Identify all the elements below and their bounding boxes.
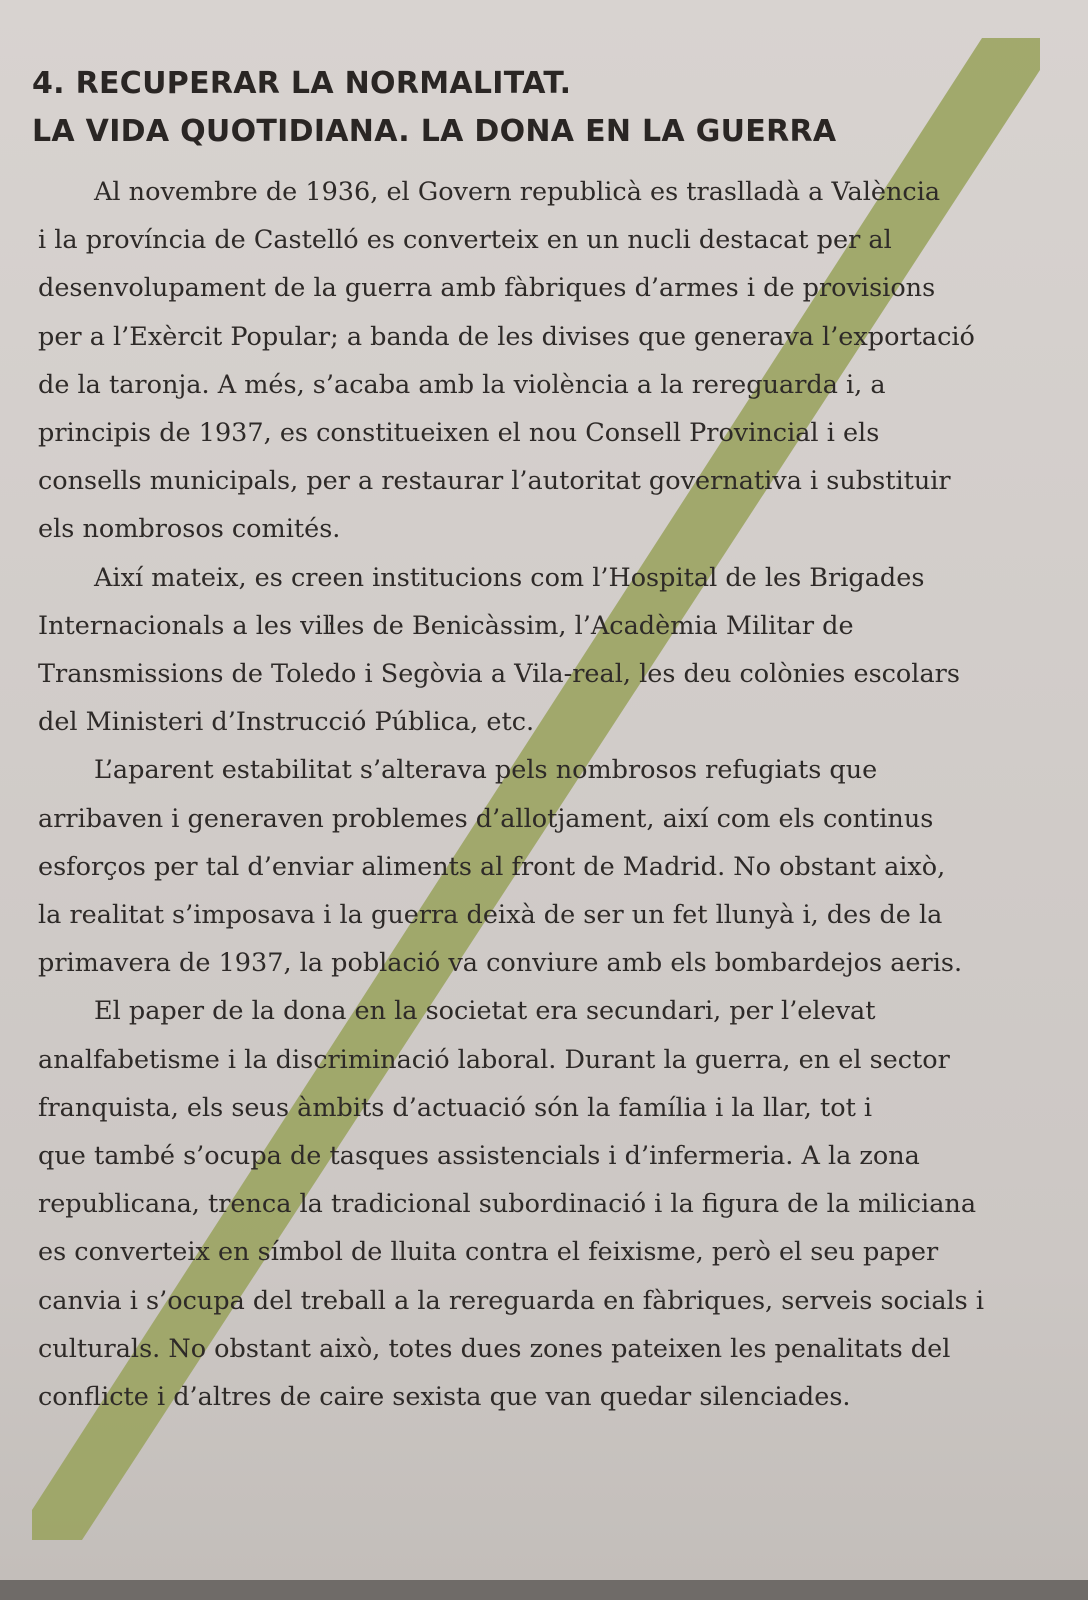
text-line: republicana, trenca la tradicional subordinació i la figura de la miliciana — [38, 1189, 977, 1220]
text-line: per a l’Exèrcit Popular; a banda de les divises que generava l’exportació — [38, 321, 975, 352]
heading-line-2: LA VIDA QUOTIDIANA. LA DONA EN LA GUERRA — [32, 114, 837, 149]
text-line: consells municipals, per a restaurar l’autoritat governativa i substituir — [38, 466, 951, 497]
text-line: Transmissions de Toledo i Segòvia a Vila-real, les deu colònies escolars — [38, 659, 960, 690]
text-line: del Ministeri d’Instrucció Pública, etc. — [38, 707, 535, 738]
text-line: desenvolupament de la guerra amb fàbriques d’armes i de provisions — [38, 273, 936, 304]
section-heading — [32, 60, 1042, 156]
text-line: esforços per tal d’enviar aliments al front de Madrid. No obstant això, — [38, 851, 946, 882]
paragraph-2 — [38, 554, 1038, 747]
text-line: primavera de 1937, la població va conviure amb els bombardejos aeris. — [38, 948, 963, 979]
paragraph-1 — [38, 168, 1038, 554]
paragraph-3 — [38, 746, 1038, 987]
body-text — [38, 168, 1038, 1421]
text-line: Així mateix, es creen institucions com l’Hospital de les Brigades — [94, 562, 925, 593]
paragraph-4 — [38, 987, 1038, 1421]
text-line: conflicte i d’altres de caire sexista que van quedar silenciades. — [38, 1382, 851, 1413]
text-line: El paper de la dona en la societat era secundari, per l’elevat — [94, 996, 876, 1027]
text-line: es converteix en símbol de lluita contra el feixisme, però el seu paper — [38, 1237, 939, 1268]
text-line: analfabetisme i la discriminació laboral. Durant la guerra, en el sector — [38, 1044, 950, 1075]
text-line: franquista, els seus àmbits d’actuació són la família i la llar, tot i — [38, 1092, 873, 1123]
text-line: culturals. No obstant això, totes dues zones pateixen les penalitats del — [38, 1333, 951, 1364]
text-line: els nombrosos comités. — [38, 514, 341, 545]
text-line: i la província de Castelló es converteix en un nucli destacat per al — [38, 225, 892, 256]
text-line: L’aparent estabilitat s’alterava pels nombrosos refugiats que — [94, 755, 878, 786]
panel-content — [32, 60, 1042, 1421]
text-line: Internacionals a les viŀles de Benicàssim, l’Acadèmia Militar de — [38, 610, 854, 641]
text-line: de la taronja. A més, s’acaba amb la violència a la rereguarda i, a — [38, 369, 886, 400]
bottom-edge — [0, 1580, 1088, 1600]
text-line: la realitat s’imposava i la guerra deixà de ser un fet llunyà i, des de la — [38, 900, 943, 931]
text-line: canvia i s’ocupa del treball a la rereguarda en fàbriques, serveis socials i — [38, 1285, 985, 1316]
text-line: Al novembre de 1936, el Govern republicà es traslladà a València — [94, 177, 941, 207]
heading-line-1: 4. RECUPERAR LA NORMALITAT. — [32, 66, 572, 101]
text-line: arribaven i generaven problemes d’allotjament, així com els continus — [38, 803, 934, 834]
text-line: principis de 1937, es constitueixen el nou Consell Provincial i els — [38, 418, 880, 449]
text-line: que també s’ocupa de tasques assistencials i d’infermeria. A la zona — [38, 1141, 920, 1172]
